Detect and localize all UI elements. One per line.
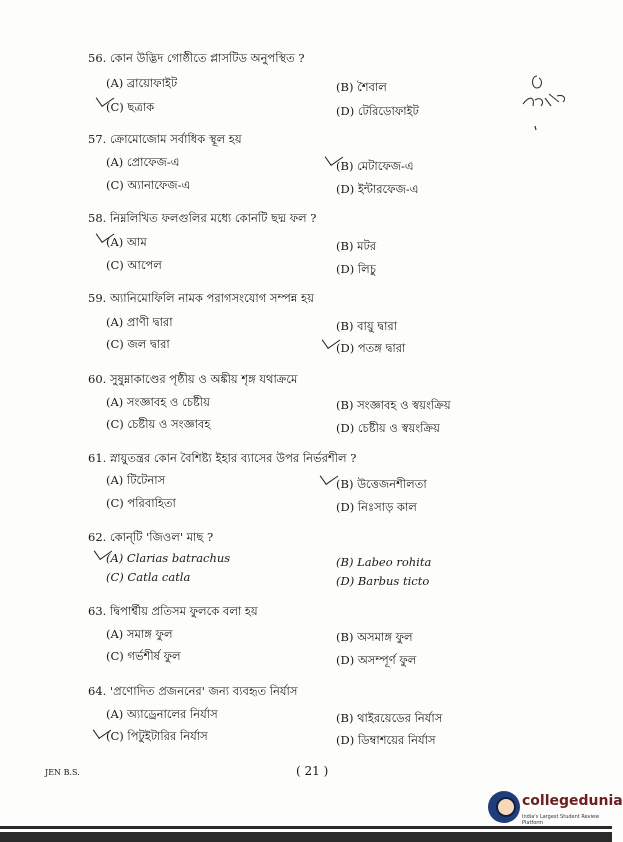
- option-d: (D) টেরিডোফাইট: [336, 104, 419, 118]
- option-b: (B) মেটাফেজ-এ: [336, 159, 414, 173]
- option-d: (D) নিঃসাড় কাল: [336, 500, 417, 514]
- option-b: (B) অসমাঙ্গ ফুল: [336, 630, 413, 644]
- logo-icon: [488, 791, 520, 823]
- option-b: (B) Labeo rohita: [336, 555, 432, 569]
- booklet-code: JEN B.S.: [45, 768, 80, 777]
- option-a: (A) প্রোফেজ-এ: [106, 155, 180, 169]
- option-d: (D) ডিম্বাশয়ের নির্যাস: [336, 733, 436, 747]
- option-d: (D) পতঙ্গ দ্বারা: [336, 341, 406, 355]
- page-number: ( 21 ): [296, 764, 329, 778]
- option-b: (B) বায়ু দ্বারা: [336, 319, 398, 333]
- option-a: (A) অ্যাড্রেনালের নির্যাস: [106, 707, 218, 721]
- logo-name: collegedunia: [522, 793, 623, 809]
- option-c: (C) গর্ভশীর্ষ ফুল: [106, 649, 181, 663]
- option-a: (A) প্রাণী দ্বারা: [106, 315, 173, 329]
- option-c: (C) জল দ্বারা: [106, 337, 170, 351]
- option-d: (D) Barbus ticto: [336, 574, 430, 588]
- scan-edge-line: [0, 829, 612, 832]
- option-d: (D) লিচু: [336, 262, 376, 276]
- question-stem: 56. কোন উদ্ভিদ গোষ্ঠীতে প্লাসটিড অনুপস্থিত ?: [88, 51, 305, 65]
- question-stem: 58. নিম্নলিখিত ফলগুলির মধ্যে কোনটি ছদ্ম ফল ?: [88, 211, 317, 225]
- option-c: (C) চেষ্টীয় ও সংজ্ঞাবহ: [106, 417, 211, 431]
- option-d: (D) ইন্টারফেজ-এ: [336, 182, 419, 196]
- option-d: (D) অসম্পূর্ণ ফুল: [336, 653, 417, 667]
- option-c: (C) আপেল: [106, 258, 162, 272]
- handwritten-note: [515, 66, 575, 136]
- question-stem: 61. স্নায়ুতন্ত্রর কোন বৈশিষ্ট্য ইহার ব্যাসের উপর নির্ভরশীল ?: [88, 451, 357, 465]
- question-stem: 64. 'প্রণোদিত প্রজননের' জন্য ব্যবহৃত নির্যাস: [88, 684, 298, 698]
- option-c: (C) পরিবাহিতা: [106, 496, 176, 510]
- option-b: (B) থাইরয়েডের নির্যাস: [336, 711, 443, 725]
- option-c: (C) অ্যানাফেজ-এ: [106, 178, 191, 192]
- option-c: (C) পিটুইটারির নির্যাস: [106, 729, 208, 743]
- question-stem: 62. কোন্‌টি 'জিওল' মাছ ?: [88, 530, 214, 544]
- option-a: (A) টিটেনাস: [106, 473, 166, 487]
- option-c: (C) ছত্রাক: [106, 100, 155, 114]
- option-b: (B) উত্তেজনশীলতা: [336, 477, 427, 491]
- option-a: (A) সমাঙ্গ ফুল: [106, 627, 173, 641]
- option-c: (C) Catla catla: [106, 570, 191, 584]
- question-stem: 57. ক্রোমোজোম সর্বাধিক স্থূল হয়: [88, 132, 242, 146]
- question-stem: 60. সুষুম্নাকাণ্ডের পৃষ্ঠীয় ও অঙ্কীয় শৃঙ্গ যথাক্রমে: [88, 372, 298, 386]
- question-stem: 59. অ্যানিমোফিলি নামক পরাগসংযোগ সম্পন্ন হয়: [88, 291, 314, 305]
- option-b: (B) মটর: [336, 239, 377, 253]
- option-a: (A) ব্রায়োফাইট: [106, 76, 178, 90]
- logo-tagline: India's Largest Student Review Platform: [522, 814, 600, 826]
- option-b: (B) শৈবাল: [336, 80, 387, 94]
- option-a: (A) আম: [106, 235, 147, 249]
- option-d: (D) চেষ্টীয় ও স্বয়ংক্রিয়: [336, 421, 440, 435]
- option-a: (A) সংজ্ঞাবহ ও চেষ্টীয়: [106, 395, 210, 409]
- question-stem: 63. দ্বিপার্শ্বীয় প্রতিসম ফুলকে বলা হয়: [88, 604, 258, 618]
- option-b: (B) সংজ্ঞাবহ ও স্বয়ংক্রিয়: [336, 398, 451, 412]
- option-a: (A) Clarias batrachus: [106, 551, 231, 565]
